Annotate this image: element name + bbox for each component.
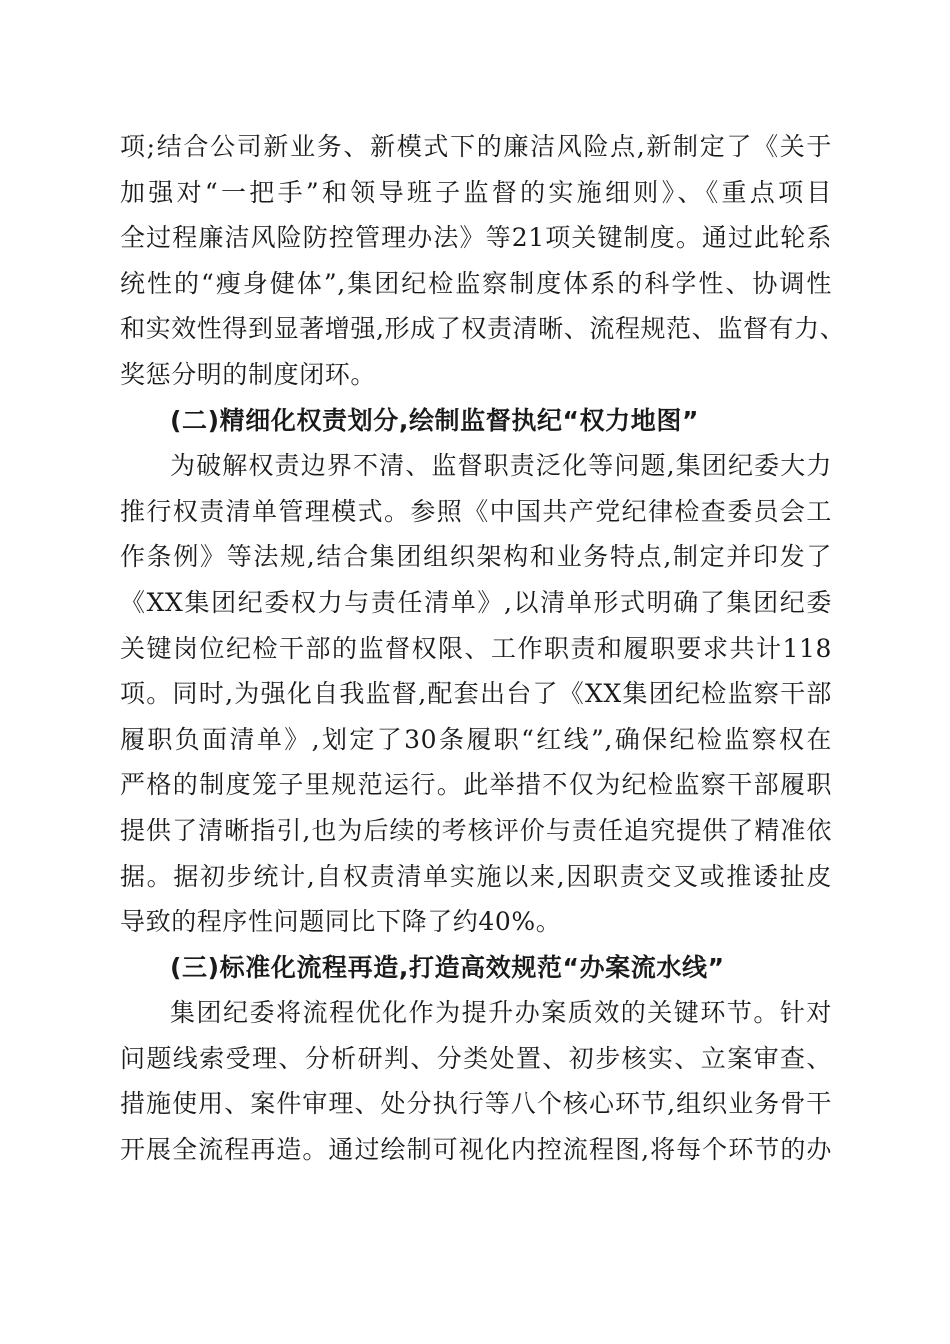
text-line: 开展全流程再造。通过绘制可视化内控流程图,将每个环节的办	[120, 1135, 832, 1165]
text-line: 严格的制度笼子里规范运行。此举措不仅为纪检监察干部履职	[120, 770, 832, 800]
text-line: 《XX集团纪委权力与责任清单》,以清单形式明确了集团纪委	[120, 587, 832, 617]
text-line: 项;结合公司新业务、新模式下的廉洁风险点,新制定了《关于	[120, 132, 832, 161]
text-line: 导致的程序性问题同比下降了约40%。	[120, 907, 562, 937]
text-line: 作条例》等法规,结合集团组织架构和业务特点,制定并印发了	[120, 542, 832, 572]
section-heading-2: (二)精细化权责划分,绘制监督执纪“权力地图”	[170, 405, 700, 435]
text-line: 关键岗位纪检干部的监督权限、工作职责和履职要求共计118	[120, 633, 832, 663]
text-line: 项。同时,为强化自我监督,配套出台了《XX集团纪检监察干部	[120, 679, 832, 709]
text-line: 奖惩分明的制度闭环。	[120, 359, 377, 389]
paragraph-start-line: 为破解权责边界不清、监督职责泛化等问题,集团纪委大力	[170, 451, 832, 481]
document-body	[120, 124, 846, 1173]
text-line: 和实效性得到显著增强,形成了权责清晰、流程规范、监督有力、	[120, 314, 846, 344]
text-line: 据。据初步统计,自权责清单实施以来,因职责交叉或推诿扯皮	[120, 861, 832, 891]
text-line: 推行权责清单管理模式。参照《中国共产党纪律检查委员会工	[120, 496, 832, 526]
text-line: 统性的“瘦身健体”,集团纪检监察制度体系的科学性、协调性	[120, 268, 832, 298]
text-line: 措施使用、案件审理、处分执行等八个核心环节,组织业务骨干	[120, 1089, 832, 1119]
text-line: 提供了清晰指引,也为后续的考核评价与责任追究提供了精准依	[120, 815, 832, 845]
text-line: 问题线索受理、分析研判、分类处置、初步核实、立案审查、	[120, 1043, 832, 1073]
paragraph-start-line: 集团纪委将流程优化作为提升办案质效的关键环节。针对	[170, 998, 832, 1028]
text-line: 履职负面清单》,划定了30条履职“红线”,确保纪检监察权在	[120, 724, 832, 754]
section-heading-3: (三)标准化流程再造,打造高效规范“办案流水线”	[170, 952, 725, 982]
text-line: 加强对“一把手”和领导班子监督的实施细则》、《重点项目	[120, 177, 832, 207]
text-line: 全过程廉洁风险防控管理办法》等21项关键制度。通过此轮系	[120, 223, 832, 253]
